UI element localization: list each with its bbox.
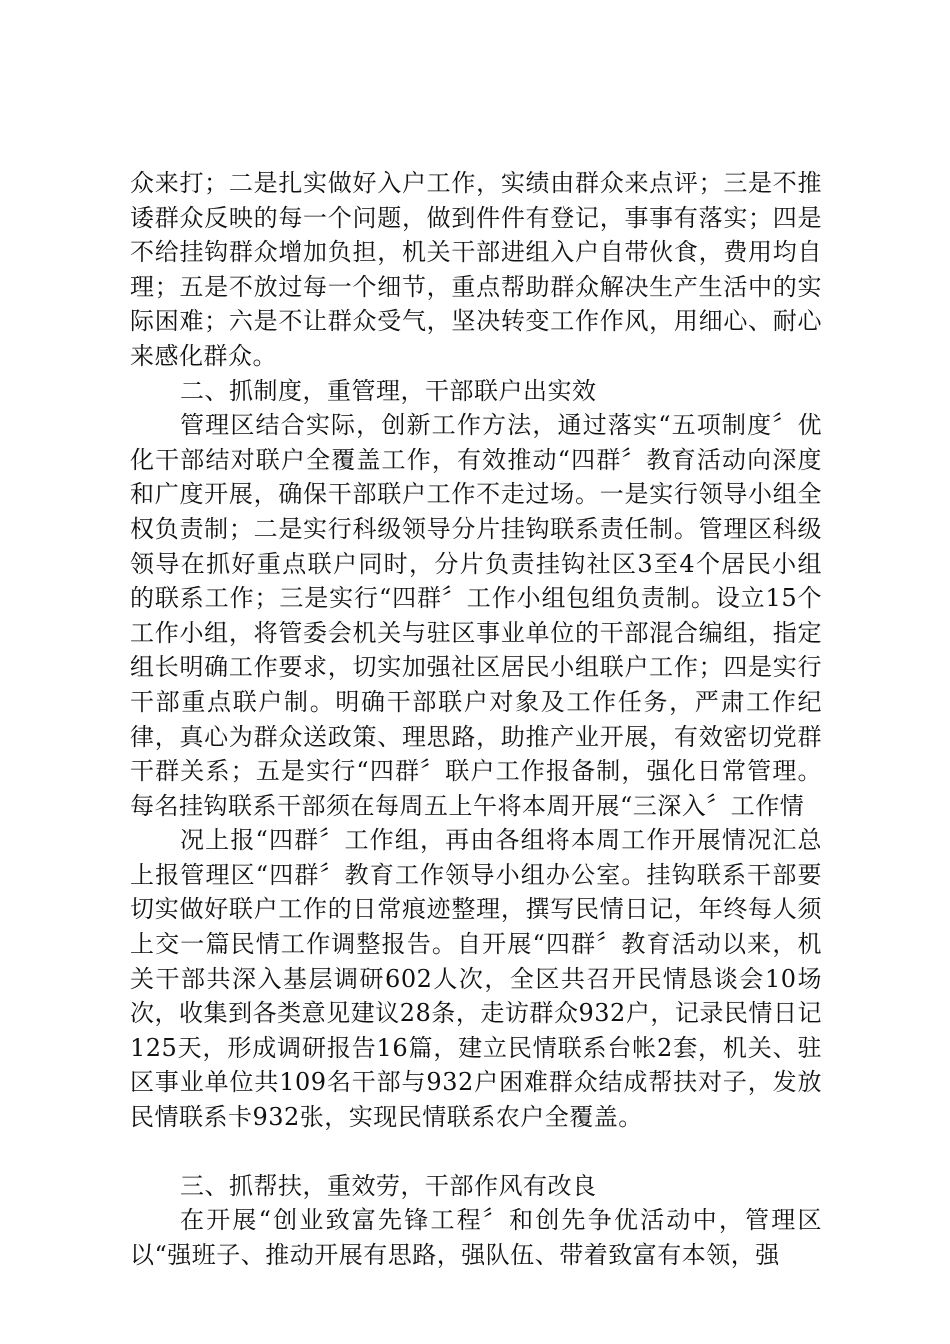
paragraph-2: 管理区结合实际，创新工作方法，通过落实“五项制度〞优化干部结对联户全覆盖工作，有效推动“四群〞教育活动向深度和广度开展，确保干部联户工作不走过场。一是实行领导小组全权负责制；二是实行科级领导分片挂钩联系责任制。管理区科级领导在抓好重点联户同时，分片负责挂钩社区3至4个居民小组的联系工作；三是实行“四群〞工作小组包组负责制。设立15个工作小组，将管委会机关与驻区事业单位的干部混合编组，指定组长明确工作要求，切实加强社区居民小组联户工作；四是实行干部重点联户制。明确干部联户对象及工作任务，严肃工作纪律，真心为群众送政策、理思路，助推产业开展，有效密切党群干群关系；五是实行“四群〞联户工作报备制，强化日常管理。每名挂钩联系干部须在每周五上午将本周开展“三深入〞工作情 (130, 411, 822, 820)
paragraph-4: 在开展“创业致富先锋工程〞和创先争优活动中，管理区以“强班子、推动开展有思路，强队伍、带着致富有本领，强 (130, 1206, 822, 1269)
section-heading-2: 二、抓制度，重管理，干部联户出实效 (180, 376, 597, 405)
section-heading-3: 三、抓帮扶，重效劳，干部作风有改良 (180, 1171, 597, 1200)
paragraph-3: 况上报“四群〞工作组，再由各组将本周工作开展情况汇总上报管理区“四群〞教育工作领导小组办公室。挂钩联系干部要切实做好联户工作的日常痕迹整理，撰写民情日记，年终每人须上交一篇民情工作调整报告。自开展“四群〞教育活动以来，机关干部共深入基层调研602人次，全区共召开民情恳谈会10场次，收集到各类意见建议28条，走访群众932户，记录民情日记125天，形成调研报告16篇，建立民情联系台帐2套，机关、驻区事业单位共109名干部与932户困难群众结成帮扶对子，发放民情联系卡932张，实现民情联系农户全覆盖。 (130, 826, 822, 1132)
document-body (130, 166, 822, 1272)
paragraph-1: 众来打；二是扎实做好入户工作，实绩由群众来点评；三是不推诿群众反映的每一个问题，做到件件有登记，事事有落实；四是不给挂钩群众增加负担，机关干部进组入户自带伙食，费用均自理；五是不放过每一个细节，重点帮助群众解决生产生活中的实际困难；六是不让群众受气，坚决转变工作作风，用细心、耐心来感化群众。 (130, 169, 822, 370)
paragraph-spacer (130, 1135, 822, 1169)
